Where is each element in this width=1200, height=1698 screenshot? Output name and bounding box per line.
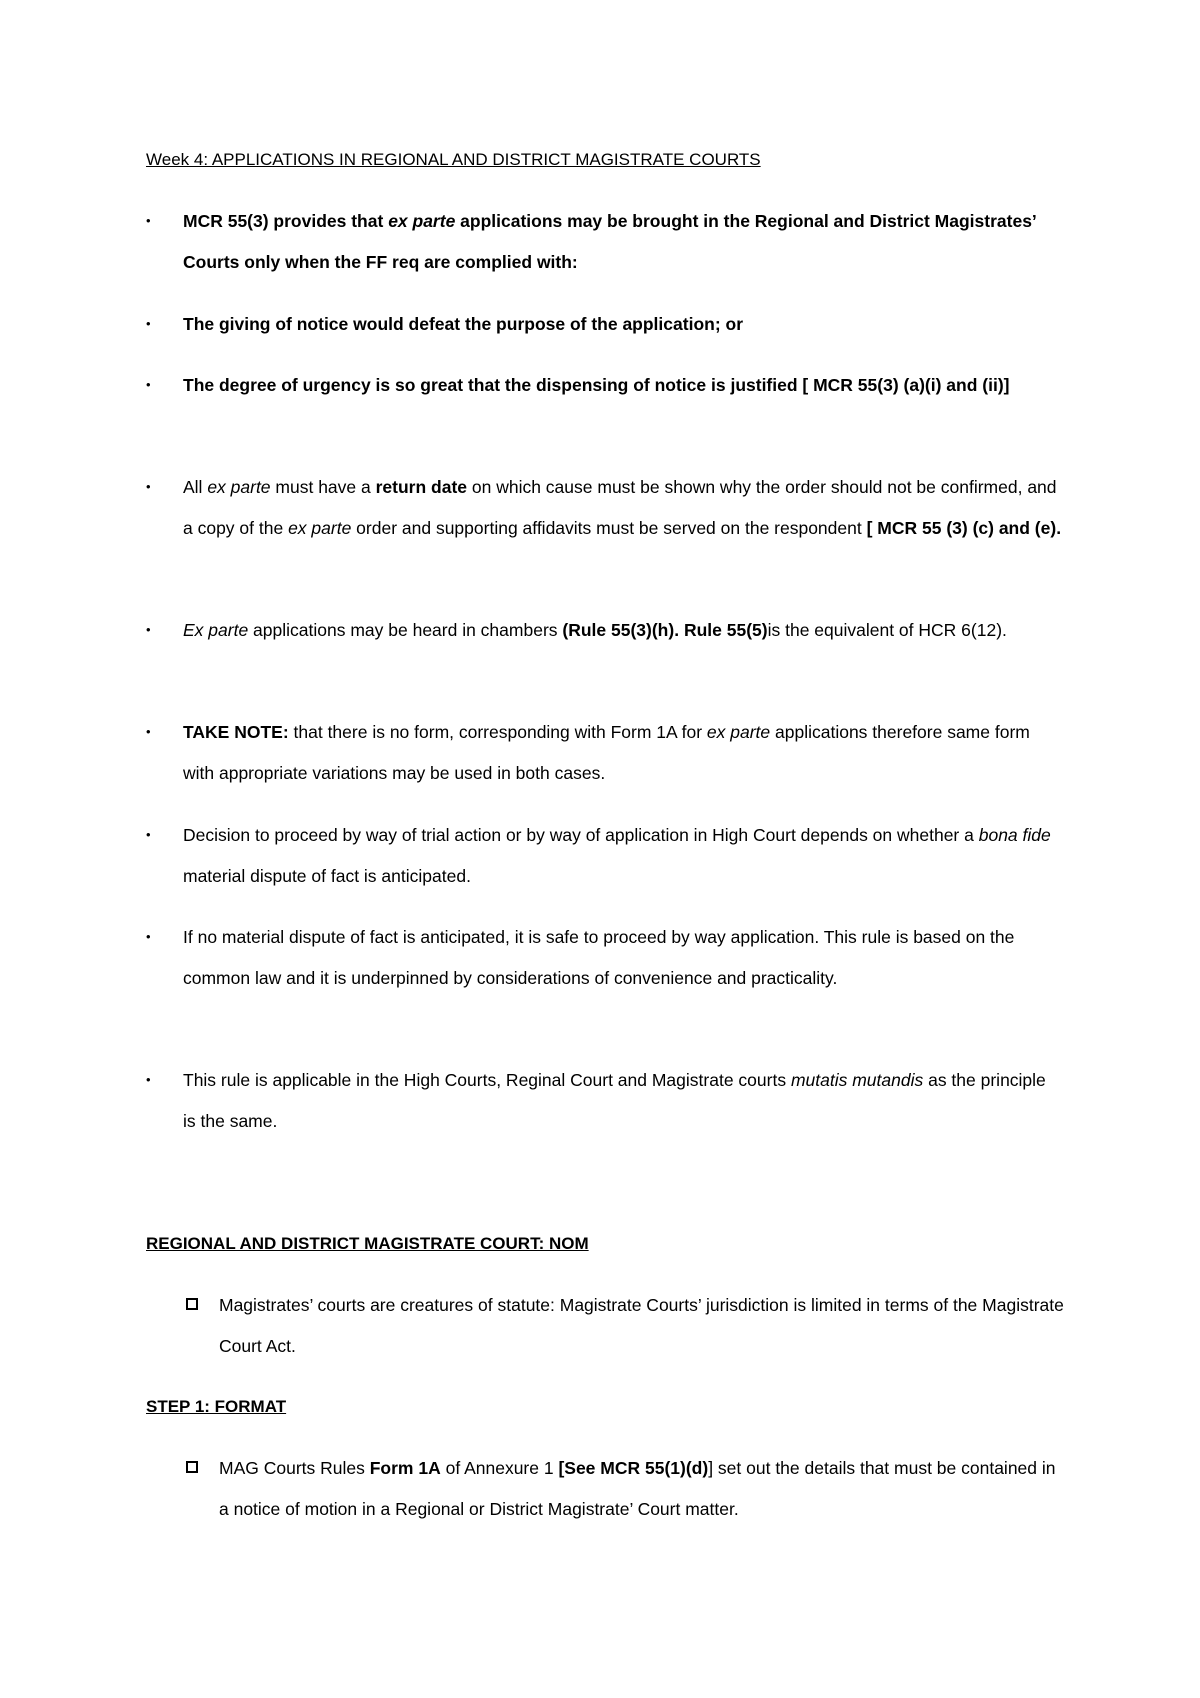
checklist-item-text: Magistrates’ courts are creatures of statute: Magistrate Courts’ jurisdiction is limited in terms of the Magistrate Court Act. [219, 1295, 1064, 1356]
list-item-text: The giving of notice would defeat the purpose of the application; or [183, 314, 744, 334]
list-item-text: Ex parte applications may be heard in chambers (Rule 55(3)(h). Rule 55(5)is the equivalent of HCR 6(12). [183, 620, 1007, 640]
list-item-text: MCR 55(3) provides that ex parte applications may be brought in the Regional and District Magistrates’ Courts only when the FF req are complied with: [183, 211, 1036, 272]
checklist-item-text: MAG Courts Rules Form 1A of Annexure 1 [See MCR 55(1)(d)] set out the details that must be contained in a notice of motion in a Regional or District Magistrate’ Court matter. [219, 1458, 1056, 1519]
page-title: Week 4: APPLICATIONS IN REGIONAL AND DISTRICT MAGISTRATE COURTS [146, 150, 761, 169]
bullet-marker: • [146, 377, 151, 392]
bullet-marker: • [146, 622, 151, 637]
bullet-marker: • [146, 929, 151, 944]
list-item-text: This rule is applicable in the High Courts, Reginal Court and Magistrate courts mutatis mutandis as the principle is the same. [183, 1070, 1046, 1131]
bullet-marker: • [146, 316, 151, 331]
section-heading: STEP 1: FORMAT [146, 1397, 287, 1416]
list-item-text: If no material dispute of fact is anticipated, it is safe to proceed by way application. This rule is based on the common law and it is underpinned by considerations of convenience and practicality. [183, 927, 1015, 988]
list-item-text: TAKE NOTE: that there is no form, corresponding with Form 1A for ex parte applications therefore same form with appropriate variations may be used in both cases. [183, 722, 1030, 783]
bullet-marker: • [146, 213, 151, 228]
section-heading: REGIONAL AND DISTRICT MAGISTRATE COURT: NOM [146, 1234, 589, 1253]
list-item-text: All ex parte must have a return date on which cause must be shown why the order should not be confirmed, and a copy of the ex parte order and supporting affidavits must be served on the respondent [ MCR 55 (3) (c) and (e). [183, 477, 1062, 538]
bullet-marker: • [146, 1072, 151, 1087]
list-item-text: The degree of urgency is so great that the dispensing of notice is justified [ MCR 55(3) (a)(i) and (ii)] [183, 375, 1010, 395]
bullet-marker: • [146, 827, 151, 842]
checkbox-square-icon [186, 1461, 198, 1473]
list-item-text: Decision to proceed by way of trial action or by way of application in High Court depends on whether a bona fide material dispute of fact is anticipated. [183, 825, 1051, 886]
bullet-marker: • [146, 724, 151, 739]
bullet-marker: • [146, 479, 151, 494]
checkbox-square-icon [186, 1298, 198, 1310]
